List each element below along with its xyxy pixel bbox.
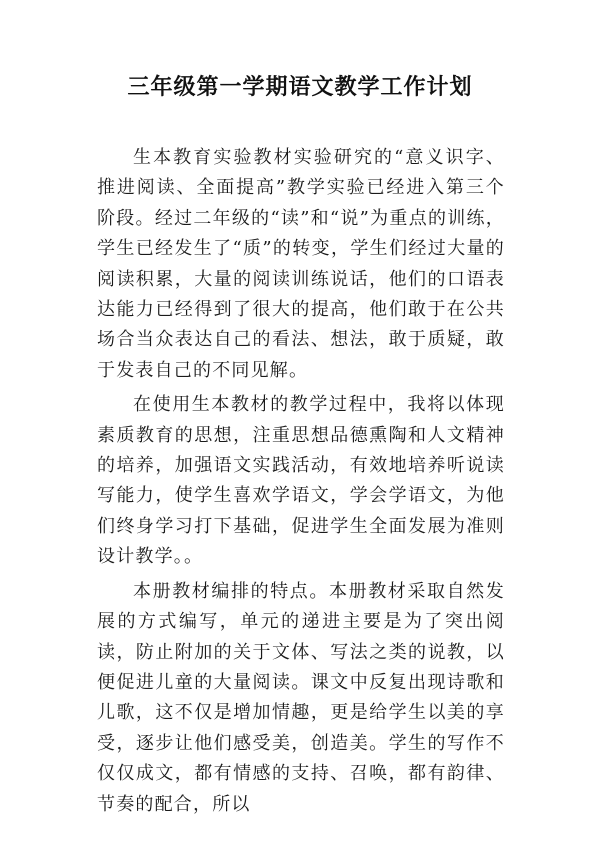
paragraph-1: 生本教育实验教材实验研究的“意义识字、推进阅读、全面提高”教学实验已经进入第三个阶段。经过二年级的“读”和“说”为重点的训练，学生已经发生了“质”的转变，学生们经过大量的阅读积累，大量的阅读训练说话，他们的口语表达能力已经得到了很大的提高，他们敢于在公共场合当众表达自己的看法、想法，敢于质疑，敢于发表自己的不同见解。 (97, 147, 505, 381)
paragraph-3: 本册教材编排的特点。本册教材采取自然发展的方式编写，单元的递进主要是为了突出阅读，防止附加的关于文体、写法之类的说教，以便促进儿童的大量阅读。课文中反复出现诗歌和儿歌，这不仅是增加情趣，更是给学生以美的享受，逐步让他们感受美，创造美。学生的写作不仅仅成文，都有情感的支持、召唤，都有韵律、节奏的配合，所以 (97, 580, 505, 815)
document-title: 三年级第一学期语文教学工作计划 (127, 75, 473, 100)
document-body (97, 143, 505, 820)
paragraph-2: 在使用生本教材的教学过程中，我将以体现素质教育的思想，注重思想品德熏陶和人文精神的培养，加强语文实践活动，有效地培养听说读写能力，使学生喜欢学语文，学会学语文，为他们终身学习打下基础，促进学生全面发展为准则设计教学。。 (97, 394, 505, 568)
